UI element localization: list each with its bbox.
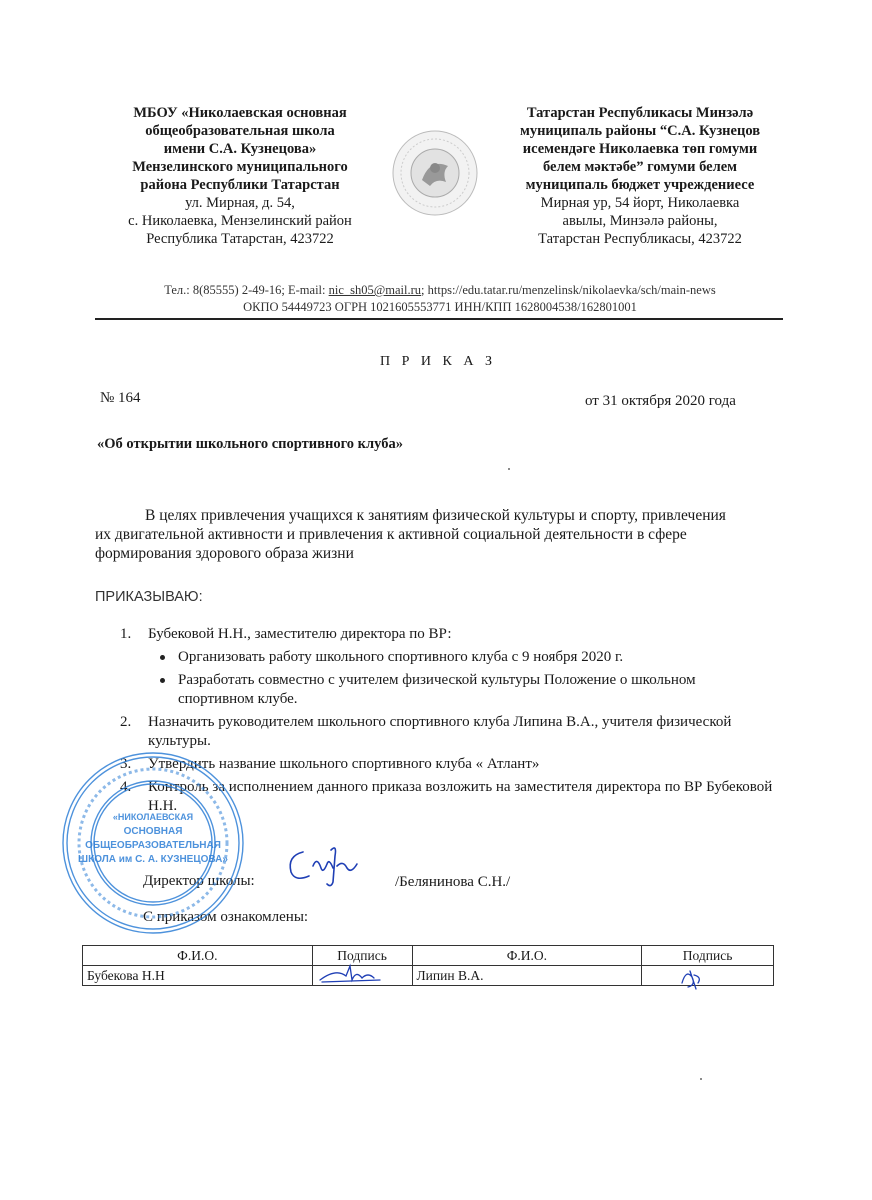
header-divider [95, 318, 783, 320]
director-name: /Белянинова С.Н./ [395, 874, 511, 890]
header-right-line: исемендәге Николаевка төп гомуми [522, 141, 758, 157]
table-header-cell: Ф.И.О. [412, 946, 642, 966]
header-left-line: Мензелинского муниципального [132, 159, 348, 175]
preamble-text: В целях привлечения учащихся к занятиям физической культуры и спорту, привлечения их двигательной активности и привлечения к активной социальной деятельности в сфере формирования здорового образа жизни [95, 507, 726, 562]
header-right-line: муниципаль бюджет учреждениесе [525, 177, 755, 193]
tatarstan-emblem-icon [390, 128, 480, 218]
order-subject: «Об открытии школьного спортивного клуба» [97, 436, 403, 452]
list-item-text: Бубековой Н.Н., заместителю директора по ВР: [148, 626, 452, 642]
stamp-text: ШКОЛА им С. А. КУЗНЕЦОВА» [78, 854, 228, 865]
header-right-address-line: Мирная ур, 54 йорт, Николаевка [540, 195, 740, 211]
website-text: ; https://edu.tatar.ru/menzelinsk/nikolaevka/sch/main-news [421, 283, 716, 297]
header-left-line: района Республики Татарстан [140, 177, 340, 193]
header-right-line: Татарстан Республикасы Минзәлә [526, 105, 754, 121]
order-number: № 164 [100, 390, 141, 406]
familiarized-label: С приказом ознакомлены: [143, 909, 309, 925]
order-date: от 31 октября 2020 года [585, 393, 736, 409]
list-item-number: 2. [120, 714, 132, 730]
signature-bubekova-icon [316, 962, 386, 986]
scan-speck [508, 468, 510, 470]
bullet-icon [160, 655, 165, 660]
table-cell [642, 966, 774, 986]
list-item-number: 3. [120, 756, 132, 772]
header-right-line: белем мәктәбе” гомуми белем [542, 159, 738, 175]
header-left-line: МБОУ «Николаевская основная [133, 105, 347, 121]
scan-speck [700, 1078, 702, 1080]
contacts-line-2: ОКПО 54449723 ОГРН 1021605553771 ИНН/КПП 1628004538/162801001 [243, 300, 637, 314]
table-header-cell: Подпись [642, 946, 774, 966]
list-item [120, 713, 790, 751]
phone-text: Тел.: 8(85555) 2-49-16; E-mail: [164, 283, 329, 297]
school-stamp-icon [58, 748, 248, 938]
list-item [120, 625, 790, 644]
header-left-line: общеобразовательная школа [145, 123, 335, 139]
sub-list-item-text: Разработать совместно с учителем физической культуры Положение о школьном спортивном клубе. [178, 672, 696, 707]
contacts-block [95, 282, 785, 316]
table-cell: Бубекова Н.Н [83, 966, 313, 986]
table-row [83, 966, 774, 986]
director-role: Директор школы: [143, 873, 255, 889]
list-item-number: 1. [120, 626, 132, 642]
header-right-line: муниципаль районы “С.А. Кузнецов [519, 123, 761, 139]
sub-list-item [120, 648, 790, 667]
stamp-text: «НИКОЛАЕВСКАЯ [112, 812, 194, 822]
header-left-block [100, 104, 380, 248]
header-right-block [505, 104, 775, 248]
header-left-address-line: Республика Татарстан, 423722 [146, 231, 334, 247]
prikazyvayu-heading: ПРИКАЗЫВАЮ: [95, 589, 203, 605]
sub-list-item-text: Организовать работу школьного спортивного клуба с 9 ноября 2020 г. [178, 649, 624, 665]
sub-list-item [120, 671, 790, 709]
acknowledgement-table [82, 945, 774, 986]
list-item-text: Контроль за исполнением данного приказа возложить на заместителя директора по ВР Бубековой Н.Н. [148, 779, 773, 814]
list-item-text: Назначить руководителем школьного спортивного клуба Липина В.А., учителя физической культуры. [148, 714, 732, 749]
director-signature-icon [283, 842, 365, 890]
bullet-icon [160, 678, 165, 683]
header-right-address-line: Татарстан Республикасы, 423722 [538, 231, 742, 247]
header-left-address-line: с. Николаевка, Мензелинский район [128, 213, 352, 229]
contacts-line-1 [95, 282, 785, 299]
table-header-cell: Подпись [312, 946, 412, 966]
preamble-paragraph [95, 506, 745, 563]
stamp-text: ОСНОВНАЯ [123, 826, 183, 837]
email-link[interactable]: nic_sh05@mail.ru [328, 283, 422, 297]
table-header-cell: Ф.И.О. [83, 946, 313, 966]
stamp-text: ОБЩЕОБРАЗОВАТЕЛЬНАЯ [85, 840, 221, 851]
header-left-address-line: ул. Мирная, д. 54, [185, 195, 295, 211]
order-title: П Р И К А З [380, 354, 496, 369]
list-item-number: 4. [120, 779, 132, 795]
header-right-address-line: авылы, Минзәлә районы, [562, 213, 718, 229]
signature-lipin-icon [676, 965, 706, 991]
list-item-text: Утвердить название школьного спортивного клуба « Атлант» [148, 756, 540, 772]
table-header-row [83, 946, 774, 966]
table-cell: Липин В.А. [412, 966, 642, 986]
header-left-line: имени С.А. Кузнецова» [163, 141, 317, 157]
